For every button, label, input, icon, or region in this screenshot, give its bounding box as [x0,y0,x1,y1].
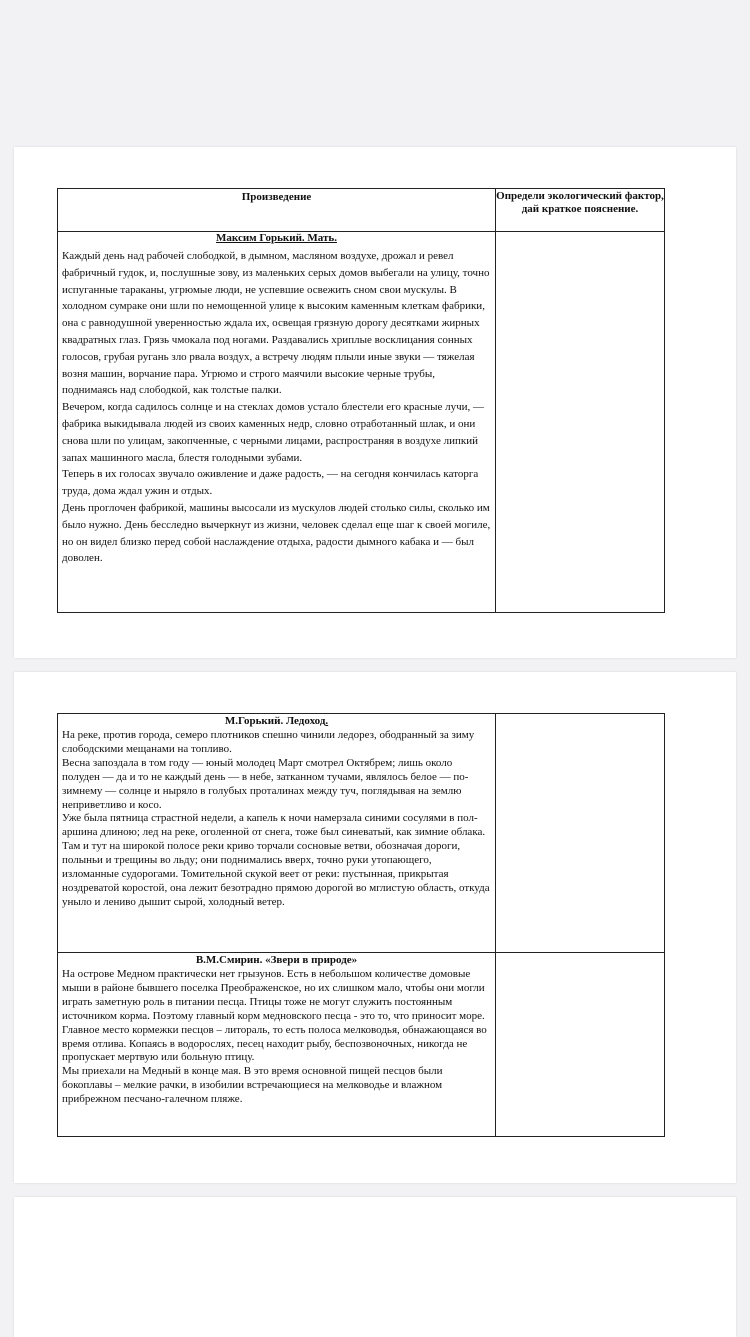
paragraph: На острове Медном практически нет грызунов. Есть в небольшом количестве домовые мыши в районе бывшего поселка Преображенское, но их слишком мало, чтобы они могли играть заметную роль в питании песца. Птицы тоже не могут служить постоянным источником корма. Поэтому главный корм медновского песца - это то, что приносит море. Главное место кормежки песцов – литораль, то есть полоса мелководья, обнажающаяся во время отлива. Копаясь в водорослях, песец находит рыбу, беспозвоночных, никогда не пропускает мертвую или больную птицу. [62,968,487,1064]
answer-cell[interactable] [496,714,665,953]
work-title: Максим Горький. Мать. [216,232,337,244]
document-page-3 [14,1197,736,1337]
work-title-end: . [325,715,329,727]
paragraph: Весна запоздала в том году — юный молодец Март смотрел Октябрем; лишь около полуден — да и то не каждый день — в небе, затканном тучами, являлось белое — по-зимнему — солнце и ныряло в голубых проталинах между туч, поглядывая на землю неприветливо и косо. [62,756,469,811]
excerpt-text [58,245,495,567]
document-page-1 [14,147,736,658]
table-row [58,232,665,613]
answer-cell[interactable] [496,953,665,1137]
worksheet-table-continued [57,713,665,1137]
text-cell-ice-drift [58,714,496,953]
paragraph: Теперь в их голосах звучало оживление и даже радость, — на сегодня кончилась каторга труда, дома ждал ужин и отдых. [62,468,479,498]
excerpt-text [58,967,495,1107]
paragraph: На реке, против города, семеро плотников спешно чинили ледорез, ободранный за зиму слободскими мещанами на топливо. [62,729,475,755]
table-row [58,953,665,1137]
header-work: Произведение [58,189,496,232]
work-title-main: М.Горький. Ледоход [224,715,326,727]
work-title: В.М.Смирин. «Звери в природе» [195,954,358,966]
table-row [58,714,665,953]
document-page-2 [14,672,736,1183]
text-cell-gorky-mother [58,232,496,613]
header-task: Определи экологический фактор, дай краткое пояснение. [496,189,665,232]
paragraph: День проглочен фабрикой, машины высосали из мускулов людей столько силы, сколько им было нужно. День бесследно вычеркнут из жизни, человек сделал еще шаг к своей могиле, но он видел близко перед собой наслаждение отдыха, радости дымного кабака и — был доволен. [62,501,491,565]
paragraph: Мы приехали на Медный в конце мая. В это время основной пищей песцов были бокоплавы – мелкие рачки, в изобилии встречающиеся на мелководье и влажном прибрежном песчано-галечном пляже. [62,1065,443,1106]
work-title [58,714,495,728]
table-header-row [58,189,665,232]
worksheet-table [57,188,665,613]
paragraph: Там и тут на широкой полосе реки криво торчали сосновые ветви, обозначая дороги, полыньи и трещины во льду; они поднимались вверх, точно руки утопающего, изломанные судорогами. Томительной скукой веет от реки: пустынная, прикрытая ноздреватой коростой, она лежит безотрадно прямою дорогой во мглистую область, откуда уныло и лениво дышит сырой, холодный ветер. [62,840,490,908]
paragraph: Уже была пятница страстной недели, а капель к ночи намерзала синими сосулями в пол-аршина длиною; лед на реке, оголенной от снега, тоже был синеватый, как зимние облака. [62,812,486,839]
text-cell-animals-in-nature [58,953,496,1137]
paragraph: Каждый день над рабочей слободкой, в дымном, масляном воздухе, дрожал и ревел фабричный гудок, и, послушные зову, из маленьких серых домов выбегали на улицу, точно испуганные тараканы, угрюмые люди, не успевшие освежить сном свои мускулы. В холодном сумраке они шли по немощенной улице к высоким каменным клеткам фабрики, она с равнодушной уверенностью ждала их, освещая грязную дорогу десятками жирных квадратных глаз. Грязь чмокала под ногами. Раздавались хриплые восклицания сонных голосов, грубая ругань зло рвала воздух, а встречу людям плыли иные звуки — тяжелая возня машин, ворчание пара. Угрюмо и строго маячили высокие черные трубы, поднимаясь над слободкой, как толстые палки. [62,250,490,397]
paragraph: Вечером, когда садилось солнце и на стеклах домов устало блестели его красные лучи, — фабрика выкидывала людей из своих каменных недр, словно отработанный шлак, и они снова шли по улицам, закопченные, с черными лицами, распространяя в воздухе липкий запах машинного масла, блестя голодными зубами. [62,401,485,464]
excerpt-text [58,728,495,910]
answer-cell[interactable] [496,232,665,613]
